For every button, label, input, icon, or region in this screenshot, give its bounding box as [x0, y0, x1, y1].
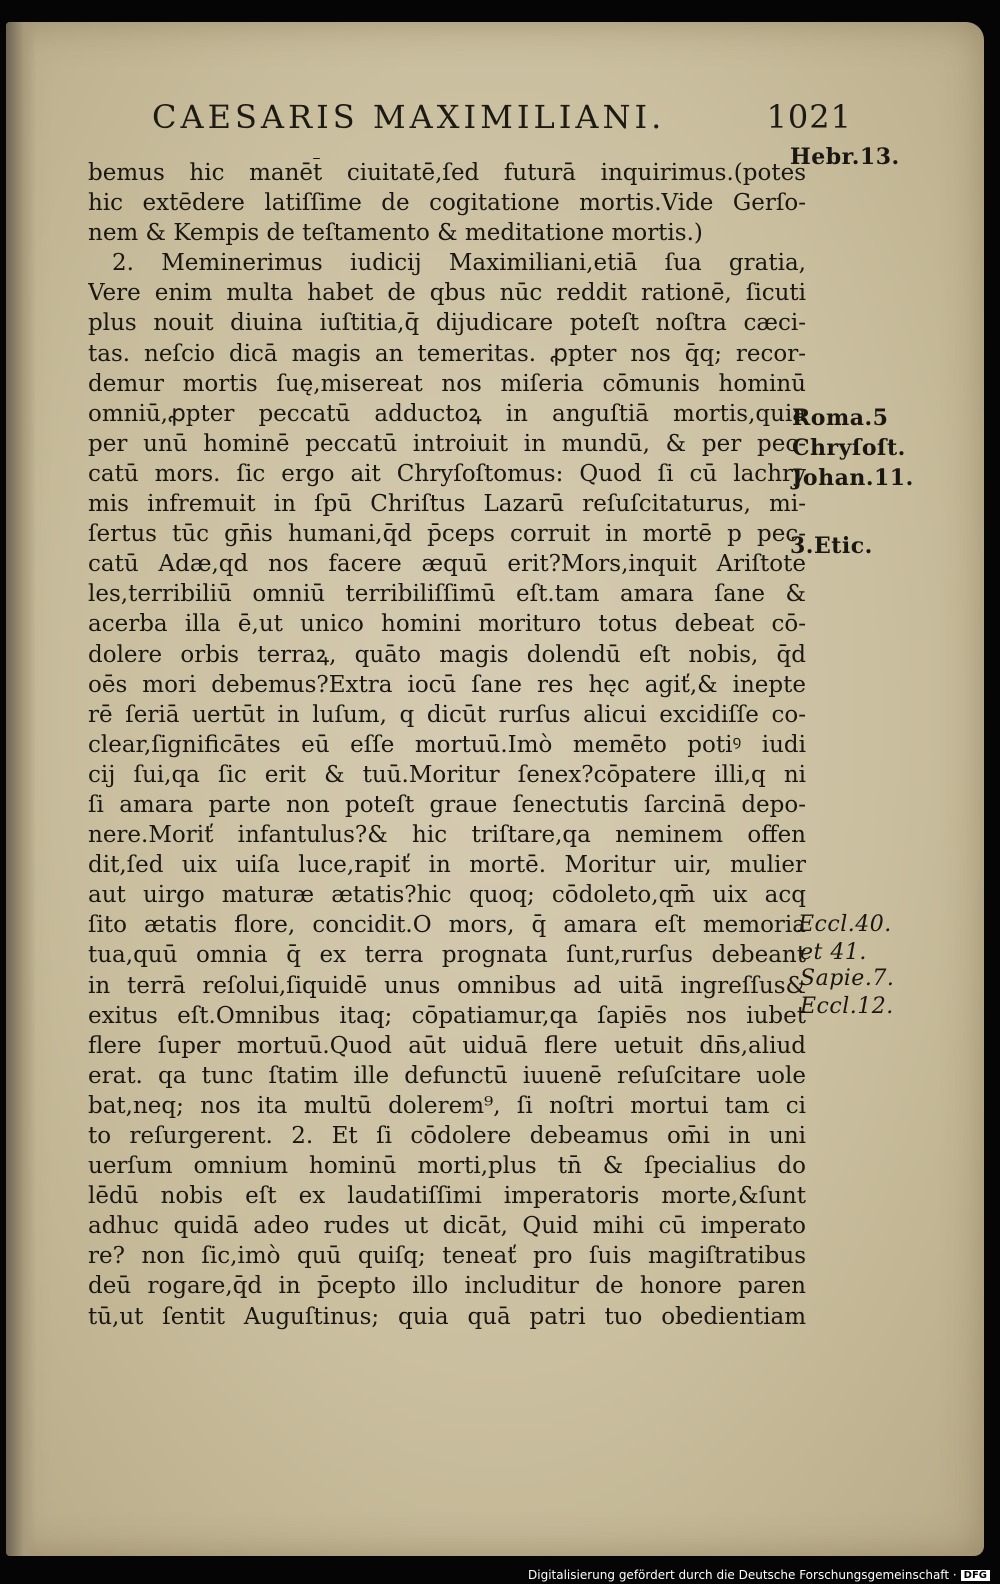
margin-note: Eccl.40. [798, 912, 892, 937]
text-line: in terrā reſolui,ſiquidē unus omnibus ad uitā ingreſſus& [88, 972, 806, 999]
text-line: exitus eſt.Omnibus itaq; cōpatiamur,qa ſapiēs nos iubet [88, 1002, 806, 1029]
text-line: demur mortis ſuę,misereat nos miſeria cōmunis hominū [88, 370, 806, 397]
text-line: cij ſui,qa ſic erit & tuū.Moritur ſenex?cōpatere illi,q ni [88, 761, 806, 788]
text-line: per unū hominē peccatū introiuit in mundū, & per pec- [88, 430, 806, 457]
text-line: mis infremuit in ſpū Chriſtus Lazarū reſuſcitaturus, mi- [88, 491, 806, 518]
text-line: deū rogare,q̄d in p̄cepto illo includitur de honore paren [88, 1273, 806, 1300]
text-line: oēs mori debemus?Extra iocū ſane res hęc agiť,& inepte [88, 671, 806, 698]
text-line: plus nouit diuina iuſtitia,q̄ dijudicare poteſt noſtra cæci- [88, 310, 806, 337]
text-line: clear,ſignificātes eū eſſe mortuū.Imò memēto potiꝰ iudi [88, 731, 806, 758]
text-line: les,terribiliū omniū terribiliſſimū eſt.tam amara ſane & [88, 581, 806, 608]
text-line: ſi amara parte non poteſt graue ſenectutis ſarcinā depo- [88, 791, 806, 818]
text-line: tū,ut ſentit Auguſtinus; quia quā patri tuo obedientiam [88, 1303, 806, 1330]
margin-note: Johan.11. [792, 465, 914, 491]
text-line: ſertus tūc gn̄is humani,q̄d p̄ceps corruit in mortē p pec- [88, 521, 806, 548]
digitization-credit [528, 1568, 990, 1582]
page-number: 1021 [766, 98, 852, 136]
text-line: uerſum omnium hominū morti,plus tn̄ & ſpecialius do [88, 1153, 806, 1180]
text-line: catū Adæ,qd nos facere æquū erit?Mors,inquit Ariſtote [88, 551, 806, 578]
text-line: bat,neq; nos ita multū dolerem⁹, ſi noſtri mortui tam ci [88, 1092, 806, 1119]
margin-note: Roma.5 [792, 405, 889, 431]
text-line: dolere orbis terraꝝ, quāto magis dolendū eſt nobis, q̄d [88, 641, 806, 668]
margin-note: Chryſoſt. [792, 435, 906, 461]
main-text-block [88, 158, 806, 1332]
text-line: erat. qa tunc ſtatim ille defunctū iuuenē reſuſcitare uole [88, 1062, 806, 1089]
text-line: omniū,ꝓpter peccatū adductoꝝ in anguſtiā mortis,quia [88, 400, 806, 427]
text-line: tua,quū omnia q̄ ex terra prognata ſunt,rurſus debeant [88, 942, 806, 969]
text-line: 2. Meminerimus iudicij Maximiliani,etiā ſua gratia, [112, 250, 806, 277]
text-line: Vere enim multa habet de qbus nūc reddit rationē, ſicuti [88, 280, 806, 307]
text-line: lēdū nobis eſt ex laudatiſſimi imperatoris morte,&ſunt [88, 1183, 806, 1210]
margin-note: 3.Etic. [790, 533, 873, 559]
text-line: nere.Moriť infantulus?& hic triſtare,qa neminem offen [88, 822, 806, 849]
running-head-title: CAESARIS MAXIMILIANI. [152, 98, 666, 136]
margin-note: Hebr.13. [790, 144, 900, 170]
running-head [152, 98, 852, 136]
text-line: aut uirgo maturæ ætatis?hic quoq; cōdoleto,qm̄ uix acq [88, 882, 806, 909]
text-line: re? non ſic,imò quū quiſq; teneať pro ſuis magiſtratibus [88, 1243, 806, 1270]
text-line: catū mors. ſic ergo ait Chryſoſtomus: Quod ſi cū lachry [88, 460, 806, 487]
text-line: to reſurgerent. 2. Et ſi cōdolere debeamus om̄i in uni [88, 1123, 806, 1149]
text-line: nem & Kempis de teſtamento & meditatione mortis.) [88, 220, 703, 247]
text-line: acerba illa ē,ut unico homini morituro totus debeat cō- [88, 611, 806, 638]
text-line: tas. neſcio dicā magis an temeritas. ꝓpter nos q̄q; recor- [88, 340, 806, 367]
text-line: adhuc quidā adeo rudes ut dicāt, Quid mihi cū imperato [88, 1213, 806, 1240]
page-gutter-shadow [6, 22, 36, 1556]
text-line: bemus hic manēt̄ ciuitatē,ſed futurā inquirimus.(potes [88, 160, 806, 186]
credit-text: Digitalisierung gefördert durch die Deutsche Forschungsgemeinschaft · [528, 1568, 957, 1582]
text-line: flere ſuper mortuū.Quod aūt uiduā flere uetuit dn̄s,aliud [88, 1032, 806, 1059]
margin-note: Eccl.12. [800, 994, 894, 1019]
margin-note: et 41. [800, 940, 867, 965]
text-line: ſito ætatis flore, concidit.O mors, q̄ amara eſt memoria [88, 912, 806, 939]
dfg-logo: DFG [961, 1570, 990, 1581]
text-line: rē ſeriā uertūt in luſum, q dicūt rurſus alicui excidiſſe co- [88, 701, 806, 728]
text-line: hic extēdere latiſſime de cogitatione mortis.Vide Gerſo- [88, 190, 806, 217]
margin-note: Sapie.7. [800, 966, 895, 991]
text-line: dit,ſed uix uiſa luce,rapiť in mortē. Moritur uir, mulier [88, 852, 806, 879]
